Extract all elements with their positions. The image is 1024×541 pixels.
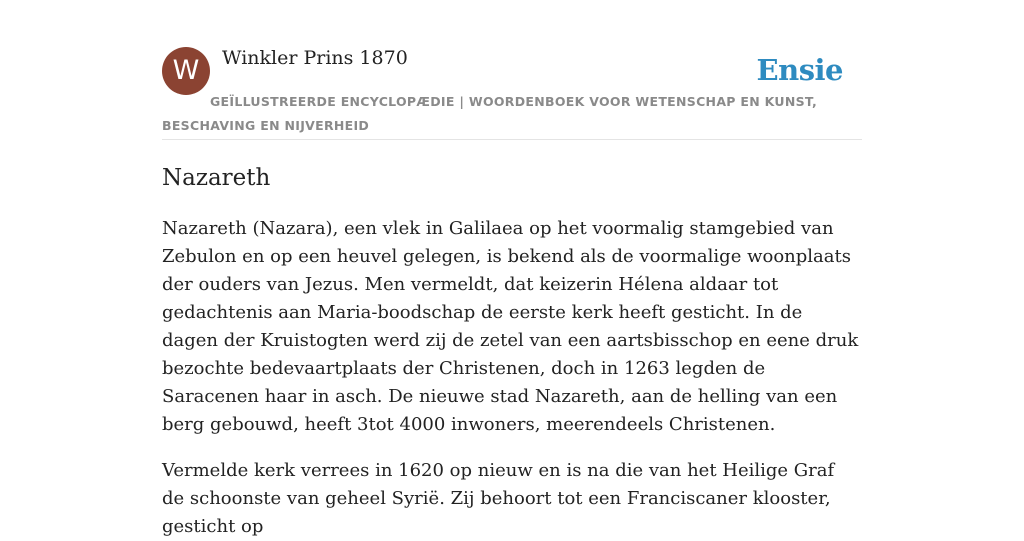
article-paragraph: Nazareth (Nazara), een vlek in Galilaea op het voormalig stamgebied van Zebulon en op een heuvel gelegen, is bekend als de voormalige woonplaats der ouders van Jezus. Men vermeldt, dat keizerin Hélena aldaar tot gedachtenis aan Maria-boodschap de eerste kerk heeft gesticht. In de dagen der Kruistogten werd zij de zetel van een aartsbisschop en eene druk bezochte bedevaartplaats der Christenen, doch in 1263 legden de Saracenen haar in asch. De nieuwe stad Nazareth, aan de helling van een berg gebouwd, heeft 3tot 4000 inwoners, meerendeels Christenen.	[162, 218, 859, 435]
article-paragraph: Vermelde kerk verrees in 1620 op nieuw en is na die van het Heilige Graf de schoonste van geheel Syrië. Zij behoort tot een Franciscaner klooster, gesticht op	[162, 460, 835, 537]
source-avatar[interactable]: W	[162, 47, 210, 95]
article-title: Nazareth	[162, 165, 271, 191]
source-subtitle: GEÏLLUSTREERDE ENCYCLOPÆDIE | WOORDENBOEK VOOR WETENSCHAP EN KUNST, BESCHAVING EN NIJVERHEID	[162, 94, 818, 133]
article	[162, 160, 862, 541]
source-header	[162, 46, 862, 140]
ensie-logo[interactable]: Ensie	[756, 53, 843, 87]
source-title-link[interactable]: Winkler Prins 1870	[222, 47, 408, 69]
